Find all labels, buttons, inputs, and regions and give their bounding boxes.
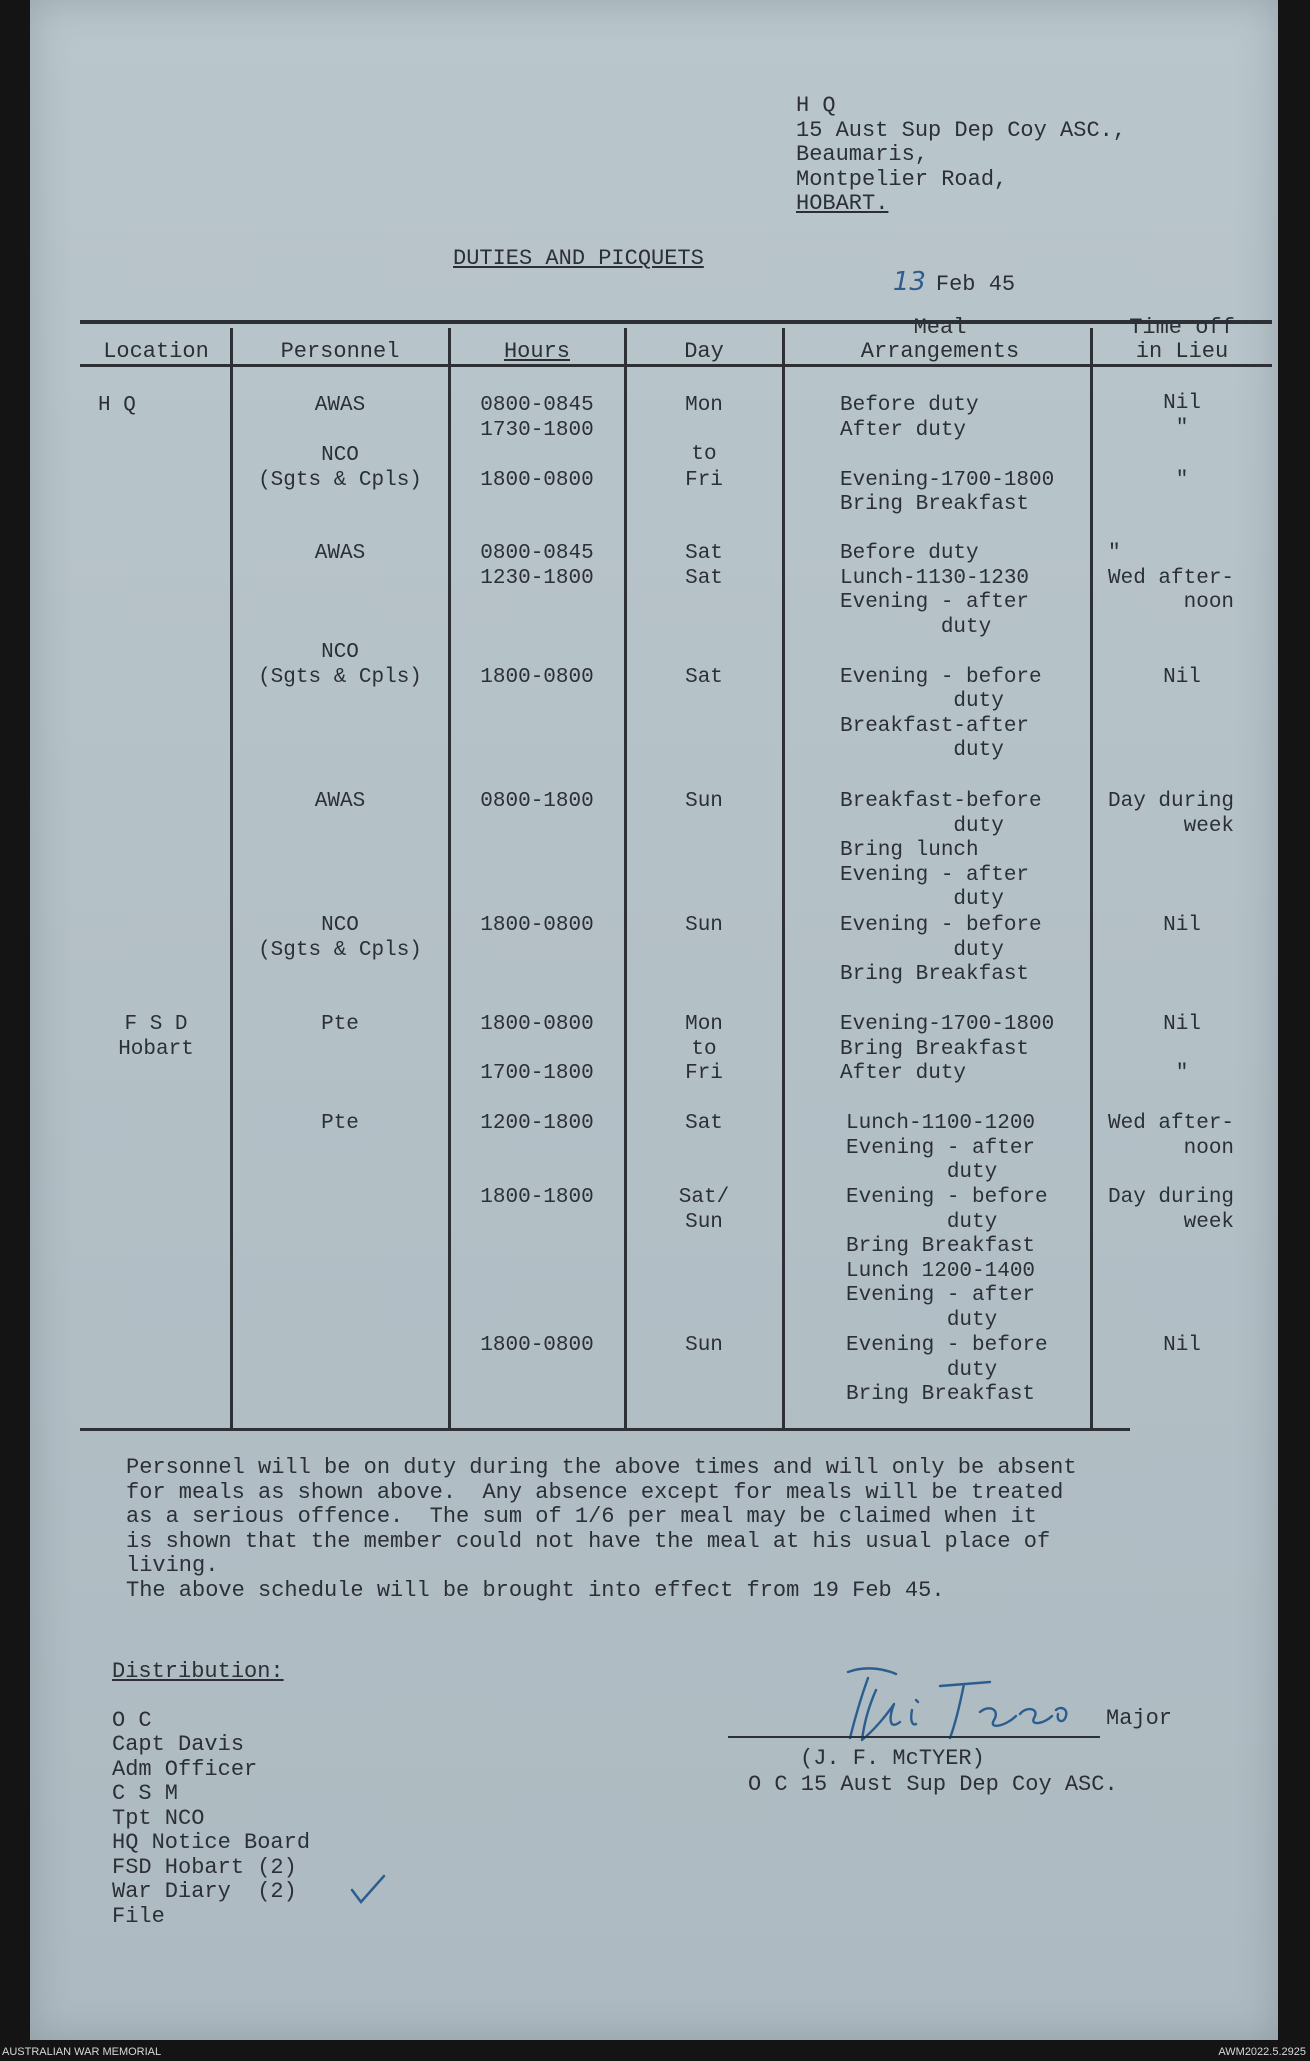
cell-hours: 1800-1800 (480, 1186, 594, 1209)
footer-reference: AWM2022.5.2925 (1218, 2046, 1306, 2058)
distribution-item: File (112, 1903, 165, 1929)
cell-day: Mon to (685, 394, 723, 467)
typed-date: Feb 45 (935, 272, 1016, 297)
cell-timeoff: Wed after- noon (1108, 1112, 1235, 1160)
cell-hours: 1800-0800 (480, 1334, 594, 1357)
cell-day: Sat Sat (685, 542, 723, 590)
table-header-rule (80, 364, 1272, 367)
cell-hours: 1800-0800 (480, 468, 594, 492)
cell-personnel: NCO (Sgts & Cpls) (258, 641, 422, 689)
distribution-list (112, 1660, 310, 1929)
distribution-item: Adm Officer (112, 1756, 258, 1782)
address-line-hq: H Q (796, 93, 836, 118)
cell-hours: 1800-0800 (480, 914, 594, 937)
cell-day: Sat (685, 1112, 723, 1135)
cell-timeoff: " (1175, 468, 1189, 492)
cell-meal: Before duty After duty (840, 394, 979, 442)
column-divider-3 (624, 328, 627, 1430)
cell-personnel: Pte (321, 1013, 359, 1036)
cell-timeoff: Nil (1163, 1334, 1201, 1357)
document-title: DUTIES AND PICQUETS (453, 246, 704, 271)
distribution-item: O C (112, 1707, 152, 1733)
cell-hours: 1800-0800 1700-1800 (480, 1013, 594, 1086)
document-page (30, 0, 1278, 2040)
address-line-unit: 15 Aust Sup Dep Coy ASC., (796, 117, 1127, 143)
handwritten-tick-mark (348, 1872, 388, 1906)
cell-meal: Evening-1700-1800 Bring Breakfast (840, 468, 1055, 517)
cell-day: Sun (685, 790, 723, 813)
table-bottom-rule (80, 1428, 1130, 1431)
cell-timeoff: Day during week (1108, 1186, 1235, 1234)
notice-line: is shown that the member could not have the meal at his usual place of (126, 1528, 1051, 1554)
cell-day: Sun (685, 914, 723, 937)
cell-hours: 0800-1800 (480, 790, 594, 813)
column-divider-2 (448, 328, 451, 1430)
col-header-day: Day (684, 339, 724, 364)
cell-hours: 1200-1800 (480, 1112, 594, 1135)
cell-timeoff: Nil (1163, 665, 1201, 689)
cell-meal: Lunch-1100-1200 Evening - after duty (846, 1112, 1036, 1185)
footer-archive-name: AUSTRALIAN WAR MEMORIAL (2, 2046, 162, 2058)
distribution-item: War Diary (2) (112, 1879, 297, 1904)
cell-personnel: AWAS (314, 542, 366, 565)
signatory-rank: Major (1106, 1706, 1173, 1731)
cell-timeoff: " Wed after- noon (1108, 542, 1235, 615)
cell-hours: 0800-0845 1730-1800 (480, 394, 594, 442)
cell-personnel: AWAS (314, 394, 366, 417)
cell-day: Fri (685, 468, 723, 492)
cell-personnel: NCO (Sgts & Cpls) (258, 444, 422, 492)
notice-line: for meals as shown above. Any absence except for meals will be treated (126, 1479, 1064, 1505)
cell-meal: Evening-1700-1800 Bring Breakfast After duty (840, 1013, 1055, 1086)
cell-meal: Breakfast-before duty Bring lunch Evening - after duty (840, 790, 1042, 912)
notice-line: as a serious offence. The sum of 1/6 per meal may be claimed when it (126, 1504, 1037, 1530)
cell-day: Sat/ Sun (678, 1186, 730, 1234)
cell-day: Mon to Fri (685, 1013, 723, 1086)
cell-meal: Before duty Lunch-1130-1230 Evening - after duty (840, 542, 1030, 639)
signature-line (728, 1736, 1100, 1738)
signatory-title: O C 15 Aust Sup Dep Coy ASC. (748, 1772, 1118, 1797)
cell-hours: 1800-0800 (480, 665, 594, 689)
address-line-road: Montpelier Road, (796, 166, 1008, 192)
column-divider-1 (230, 328, 233, 1430)
cell-personnel: Pte (321, 1112, 359, 1135)
cell-timeoff: Nil " (1163, 392, 1201, 440)
distribution-heading: Distribution: (112, 1659, 284, 1684)
col-header-meal-line1: Meal (913, 315, 967, 340)
cell-meal: Evening - before duty Breakfast-after duty (840, 665, 1042, 763)
cell-personnel: AWAS (314, 790, 366, 813)
cell-hours: 0800-0845 1230-1800 (480, 542, 594, 590)
col-header-meal-line2: Arrangements (860, 339, 1020, 364)
cell-day: Sun (685, 1334, 723, 1357)
cell-timeoff: Nil " (1163, 1013, 1201, 1086)
cell-meal: Evening - before duty Bring Breakfast (846, 1334, 1048, 1407)
column-divider-5 (1090, 328, 1093, 1430)
notice-line: The above schedule will be brought into effect from 19 Feb 45. (126, 1577, 945, 1603)
col-header-timeoff-line2: in Lieu (1135, 339, 1229, 364)
notice-line: living. (126, 1553, 219, 1579)
distribution-item: Tpt NCO (112, 1805, 205, 1831)
address-line-city: HOBART. (796, 191, 889, 216)
distribution-item: FSD Hobart (2) (112, 1854, 297, 1880)
col-header-timeoff-line1: Time off (1129, 315, 1235, 340)
address-line-suburb: Beaumaris, (796, 142, 929, 167)
distribution-item: Capt Davis (112, 1732, 245, 1757)
column-divider-4 (782, 328, 785, 1430)
distribution-item: HQ Notice Board (112, 1830, 311, 1855)
address-block (796, 94, 1126, 217)
notice-paragraph (126, 1456, 1077, 1604)
document-date (840, 242, 1015, 322)
signatory-name: (J. F. McTYER) (800, 1746, 985, 1771)
cell-meal: Evening - before duty Bring Breakfast (840, 914, 1042, 987)
cell-timeoff: Nil (1163, 914, 1201, 937)
col-header-hours: Hours (503, 339, 570, 364)
handwritten-day: 13 (892, 267, 926, 297)
col-header-location: Location (103, 339, 209, 364)
cell-location: H Q (98, 394, 136, 417)
cell-meal: Evening - before duty Bring Breakfast Lunch 1200-1400 Evening - after duty (846, 1186, 1048, 1332)
col-header-personnel: Personnel (280, 339, 400, 364)
cell-day: Sat (685, 665, 723, 689)
cell-personnel: NCO (Sgts & Cpls) (258, 914, 422, 962)
distribution-item: C S M (112, 1781, 179, 1806)
cell-location: F S D Hobart (118, 1013, 194, 1061)
notice-line: Personnel will be on duty during the above times and will only be absent (126, 1455, 1077, 1480)
cell-timeoff: Day during week (1108, 790, 1235, 838)
